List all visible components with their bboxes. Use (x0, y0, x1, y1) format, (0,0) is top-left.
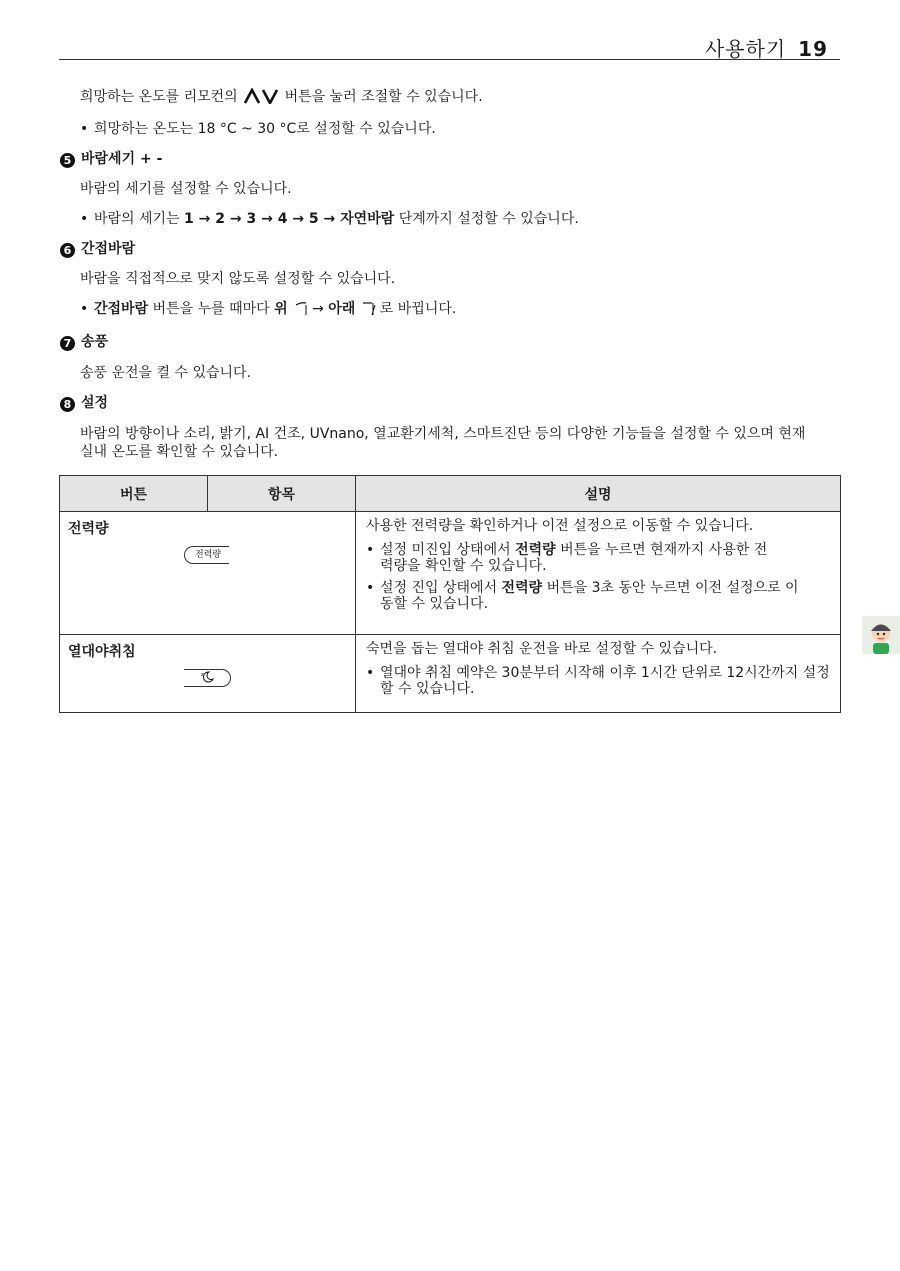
description-bullet: • 열대야 취침 예약은 30분부터 시작해 이후 1시간 단위로 12시간까지 설정할 수 있습니다. (366, 665, 830, 697)
settings-text-line1: 바람의 방향이나 소리, 밝기, AI 건조, UVnano, 열교환기세척, 스마트진단 등의 다양한 기능들을 설정할 수 있으며 현재 (80, 426, 806, 442)
section-heading-settings (60, 394, 108, 412)
bullet-text: 설정 진입 상태에서 (380, 580, 502, 596)
temperature-range-text: 희망하는 온도는 18 °C ~ 30 °C로 설정할 수 있습니다. (94, 121, 436, 137)
item-name: 전력량 (68, 521, 109, 537)
description-bullet: • 설정 미진입 상태에서 전력량 버튼을 누르면 현재까지 사용한 전력량을 확인할 수 있습니다. (366, 542, 830, 574)
section-number-badge: 8 (60, 397, 75, 412)
bullet-bold: 전력량 (501, 580, 543, 596)
bullet-text: 로 바뀝니다. (379, 301, 457, 317)
item-cell (60, 512, 356, 635)
avatar-icon (862, 616, 900, 654)
section-title: 설정 (81, 395, 109, 411)
bullet-text: 버튼을 누르면 현재까지 사용한 전력량을 확인할 수 있습니다. (380, 542, 768, 574)
section-title: 사용하기 (704, 37, 787, 61)
svg-text:z: z (201, 672, 204, 678)
section-heading-wind-speed (60, 150, 162, 168)
section-title: 송풍 (81, 334, 109, 350)
vane-down-icon (362, 300, 378, 316)
column-header-description: 설명 (356, 476, 841, 512)
section-title: 간접바람 (81, 241, 136, 257)
table-row (60, 512, 841, 635)
button-spec-table (59, 475, 841, 713)
section-title: 바람세기 + - (81, 151, 163, 167)
wind-speed-bullet: • 바람의 세기는 1 → 2 → 3 → 4 → 5 → 자연바람 단계까지 설정할 수 있습니다. (80, 211, 579, 227)
column-header-button: 버튼 (60, 476, 208, 512)
description-cell (356, 512, 841, 635)
item-cell (60, 635, 356, 713)
temperature-paragraph (80, 88, 483, 106)
arrow-text: → (312, 301, 324, 317)
section-number-badge: 6 (60, 243, 75, 258)
indirect-wind-label: 간접바람 (94, 301, 149, 317)
table-row (60, 635, 841, 713)
temperature-text-after: 버튼을 눌러 조절할 수 있습니다. (284, 89, 483, 105)
wind-speed-text: 바람의 세기를 설정할 수 있습니다. (80, 181, 292, 197)
power-usage-button-icon: 전력량 (184, 546, 229, 564)
section-heading-indirect-wind (60, 240, 135, 258)
bullet-text: 버튼을 누를 때마다 (148, 301, 275, 317)
bullet-text: 열대야 취침 예약은 30분부터 시작해 이후 1시간 단위로 12시간까지 설정할 수 있습니다. (380, 665, 830, 697)
vane-up-icon (294, 300, 310, 316)
description-cell (356, 635, 841, 713)
chevron-up-down-icon (244, 88, 278, 104)
bullet-body (380, 542, 780, 574)
settings-text-line2: 실내 온도를 확인할 수 있습니다. (80, 444, 279, 460)
bullet-text: 설정 미진입 상태에서 (380, 542, 516, 558)
temperature-text-before: 희망하는 온도를 리모컨의 (80, 89, 238, 105)
column-header-item: 항목 (207, 476, 355, 512)
bullet-body (380, 665, 830, 697)
table-header-row (60, 476, 841, 512)
wind-levels: 1 → 2 → 3 → 4 → 5 → 자연바람 (184, 211, 395, 227)
bullet-bold: 전력량 (515, 542, 556, 558)
down-label: 아래 (328, 301, 356, 317)
fan-text: 송풍 운전을 켤 수 있습니다. (80, 365, 252, 381)
temperature-bullet: • 희망하는 온도는 18 °C ~ 30 °C로 설정할 수 있습니다. (80, 121, 436, 137)
indirect-wind-text: 바람을 직접적으로 맞지 않도록 설정할 수 있습니다. (80, 271, 396, 287)
page-header (705, 33, 828, 62)
bullet-body (380, 580, 810, 612)
bullet-text: 버튼을 3초 동안 누르면 이전 설정으로 이동할 수 있습니다. (380, 580, 799, 612)
description-text: 숙면을 돕는 열대야 취침 운전을 바로 설정할 수 있습니다. (366, 641, 718, 657)
bullet-text: 단계까지 설정할 수 있습니다. (394, 211, 579, 227)
description-text: 사용한 전력량을 확인하거나 이전 설정으로 이동할 수 있습니다. (366, 518, 754, 534)
up-label: 위 (274, 301, 288, 317)
section-number-badge: 5 (60, 153, 75, 168)
item-name: 열대야취침 (68, 644, 136, 660)
section-number-badge: 7 (60, 336, 75, 351)
indirect-wind-bullet: • 간접바람 버튼을 누를 때마다 위 → 아래 로 바뀝니다. (80, 301, 457, 317)
page-number: 19 (798, 37, 828, 61)
description-bullet: • 설정 진입 상태에서 전력량 버튼을 3초 동안 누르면 이전 설정으로 이동할 수 있습니다. (366, 580, 830, 612)
header-divider (59, 59, 840, 60)
sleep-moon-icon (184, 669, 231, 687)
bullet-text: 바람의 세기는 (94, 211, 185, 227)
section-heading-fan (60, 333, 108, 351)
